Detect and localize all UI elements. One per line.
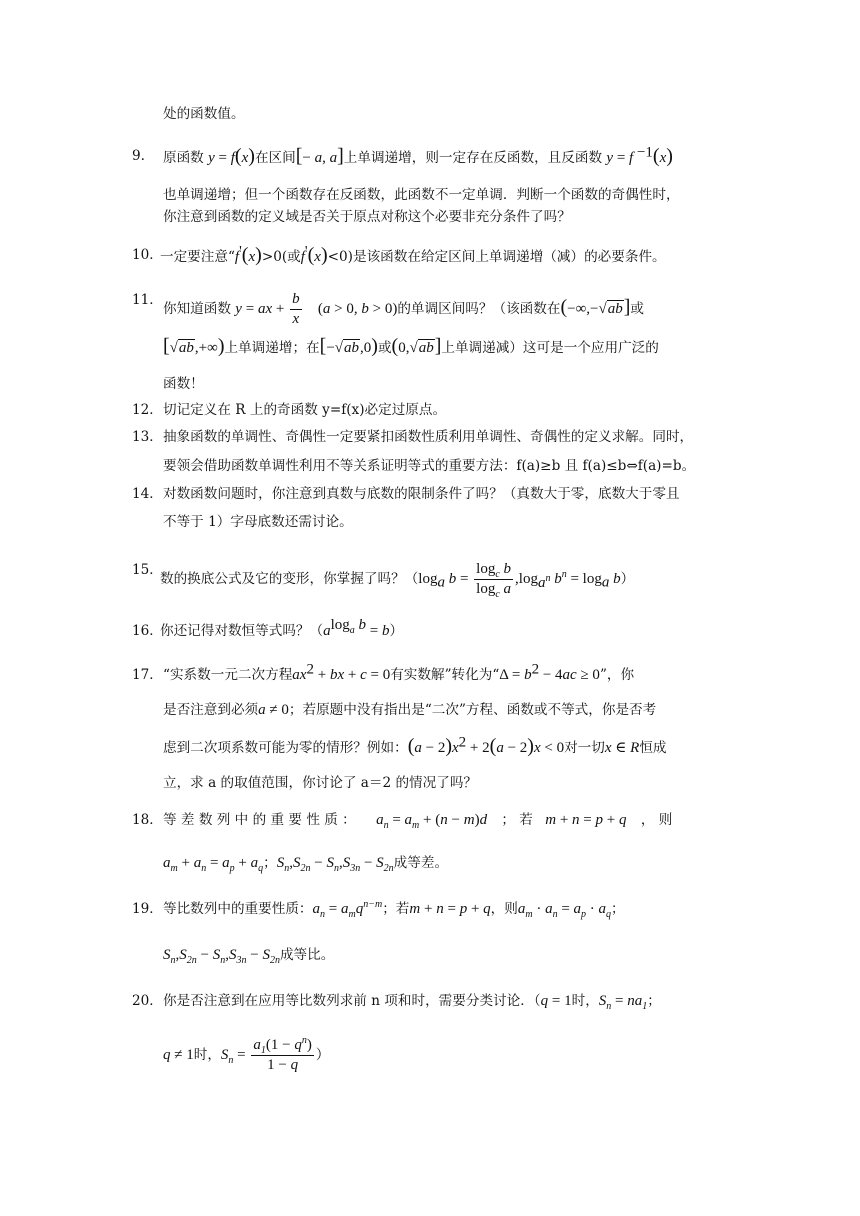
math-product-property: $a_m$ <box>517 901 533 920</box>
item-18-number: 18． <box>132 812 163 828</box>
text: ） <box>315 1047 330 1063</box>
item-12-number: 12． <box>132 402 163 418</box>
math-q-eq-1: q <box>540 993 549 1009</box>
math-change-of-base: log <box>418 571 438 587</box>
text: ； <box>611 901 625 917</box>
text: ”，你 <box>599 667 635 683</box>
item-11-line-2: [√ab,+∞)上单调递增；在[−√ab,0)或(0,√ab]上单调递减）这可是一个应用广泛的 <box>163 335 659 357</box>
text: ，则 <box>490 901 518 917</box>
text: 有实数解”转化为“ <box>390 667 500 683</box>
text: <0)是该函数在给定区间上单调递增（减）的必要条件。 <box>327 249 666 265</box>
text: 对数函数问题时，你注意到真数与底数的限制条件了吗？（真数大于零，底数大于零且 <box>163 486 680 502</box>
item-17-line-2: 是否注意到必须a ≠ 0；若原题中没有指出是“二次”方程、函数或不等式，你是否考 <box>163 702 657 718</box>
math-arithmetic-term: $a_n$ <box>376 812 389 831</box>
item-9-line-3: 你注意到函数的定义域是否关于原点对称这个必要非充分条件了吗？ <box>163 209 571 225</box>
math-m-plus-n: m <box>545 812 557 828</box>
math-q-neq-1: q <box>163 1047 171 1063</box>
math-interval: [ <box>295 145 303 167</box>
math-sum-property: $a_m$ <box>163 855 178 874</box>
item-18-line-2: $a_m + a_n = a_p + a_q$；$S_n,S_{2n} - S_n,S_{3n} - S_{2n}$成等差。 <box>163 855 449 874</box>
math-quadratic: ax <box>292 667 307 683</box>
math-partial-sums: $S_n$ <box>276 855 290 874</box>
text: ； 若 <box>501 812 533 828</box>
text: ） <box>620 571 635 587</box>
text: 的单调区间吗？（该函数在 <box>397 301 561 317</box>
document-page: 处的函数值。 9. 原函数 y = f(x)在区间[− a, a]上单调递增，则一定存在反函数，且反函数 y = f $^{-1}$(x) 也单调递增；但一个函数存在反函数，此函数不一定单调．判断一个函数的奇偶性时， 你注意到函数的定义域是否关于原点对称这个必要非充分条件了吗？ 10． 一定要注意“f'(x)>0(或f'(x)<0)是该函数在给定区间上单调递增（减）的必要条件。 11． 你知道函数 y = ax + $\frac{b}{x}$ (a > 0, b > 0)的单调区间吗？（该函数在(−∞,−√ab]或 [√ab,+∞)上单调递增；在[−√ab,0)或(0,√ab]上单调递减）这可是一个应用广泛的 函数！ 12． 切记定义在 R 上的奇函数 y=f(x)必定过原点。 13． 抽象函数的单调性、奇偶性一定要紧扣函数性质利用单调性、奇偶性的定义求解。同时， 要领会借助函数单调性利用不等关系证明等式的重要方法：f(a)≥b 且 f(a)≤b⇔f(a)=b。 14． 对数函数问题时，你注意到真数与底数的限制条件了吗？（真数大于零，底数大于零且 不等于 1）字母底数还需讨论。 15． 数的换底公式及它的变形，你掌握了吗？（$\log_a$ b = $\frac{\log_c b}{\log_c a}$ $,\log_{a^n}$ $b^n = \log_a b$） 16． 你还记得对数恒等式吗？$(a^{log_a b} = b)$ 17． “实系数一元二次方程$ax^2$ + bx + c = 0有实数解”转化为“$\Delta = b^2 - 4ac \ge 0$”，你 是否注意到必须a ≠ 0；若原题中没有指出是“二次”方程、函数或不等式，你是否考 虑到二次项系数可能为零的情形？例如：$(a - 2)x^2 + 2(a - 2)x < 0$对一切x ∈ R恒成 立，求 a 的取值范围，你讨论了 a＝2 的情况了吗？ 18． 等 差 数 列 中 的 重 要 性 质 ： $a_n = a_m + (n - m)d$ ； 若 m + n = p + q ， 则 $a_m + a_n = a_p + a_q$；$S_n,S_{2n} - S_n,S_{3n} - S_{2n}$成等差。 19． 等比数列中的重要性质：$a_n = a_mq^{n-m}$；若m + n = p + q，则$a_m \cdot a_n = a_p \cdot a_q$； $S_n,S_{2n} - S_n,S_{3n} - S_{2n}$成等比。 20． 你是否注意到在应用等比数列求前 n 项和时，需要分类讨论．（q = 1时，$S_n = na_1$； q ≠ 1时，$S_n$ = $\frac{a_1(1 - q^n)}{1 - q}$ ） <box>132 106 696 1073</box>
text: 数的换底公式及它的变形，你掌握了吗？（ <box>160 571 419 587</box>
math-y-ax-b-over-x: y <box>235 301 242 317</box>
text: 对一切 <box>564 740 605 756</box>
text: 时， <box>571 993 599 1009</box>
item-9-line-2: 也单调递增；但一个函数存在反函数，此函数不一定单调．判断一个函数的奇偶性时， <box>163 187 680 203</box>
item-20-number: 20． <box>132 993 163 1009</box>
math-x-in-R: x <box>604 740 612 756</box>
item-10-number: 10． <box>132 247 163 263</box>
math-sn-eq-na1: $S_n$ <box>598 993 612 1012</box>
math-log-identity: a <box>323 623 331 639</box>
math-m-plus-n: m <box>409 901 421 917</box>
text: 在区间 <box>254 150 296 166</box>
text: 你还记得对数恒等式吗？（ <box>160 623 324 639</box>
text: ） <box>389 623 404 639</box>
text: 等比数列中的重要性质： <box>163 901 313 917</box>
math-condition: ( <box>317 301 323 317</box>
item-16-number: 16． <box>132 623 163 639</box>
math-geometric-sum: $S_n$ <box>220 1047 234 1066</box>
text: 上单调递减）这可是一个应用广泛的 <box>441 340 659 356</box>
text: ； <box>263 855 277 871</box>
text: 上单调递增；在 <box>224 340 320 356</box>
math-inverse-function: y <box>606 150 614 166</box>
math-interval: [ <box>319 335 327 357</box>
text: ； <box>647 993 661 1009</box>
item-8-continuation: 处的函数值。 <box>163 106 245 122</box>
item-17-line-3: 虑到二次项系数可能为零的情形？例如：$(a - 2)x^2 + 2(a - 2)x < 0$对一切x ∈ R恒成 <box>163 734 667 757</box>
math-interval: ( <box>560 296 568 318</box>
text: ；若原题中没有指出是“二次”方程、函数或不等式，你是否考 <box>288 702 657 718</box>
math-geometric-term: $a_n$ <box>312 901 326 920</box>
math-interval: [ <box>163 335 170 357</box>
item-15-number: 15． <box>132 562 163 578</box>
text: >0(或 <box>261 249 301 265</box>
text: “实系数一元二次方程 <box>163 667 293 683</box>
math-a-neq-0: a <box>258 702 266 718</box>
item-13-number: 13． <box>132 429 163 445</box>
item-13-line-2: 要领会借助函数单调性利用不等关系证明等式的重要方法：f(a)≥b 且 f(a)≤b⇔f(a)=b。 <box>163 458 696 474</box>
item-17-line-4: 立，求 a 的取值范围，你讨论了 a＝2 的情况了吗？ <box>163 775 478 791</box>
math-partial-sums: $S_n$ <box>163 947 176 966</box>
math-example-inequality: ( <box>407 735 415 757</box>
text: ， 则 <box>640 812 673 828</box>
text: 你知道函数 <box>163 301 231 317</box>
item-14-line-2: 不等于 1）字母底数还需讨论。 <box>163 514 353 530</box>
text: ；若 <box>382 901 410 917</box>
item-9-number: 9. <box>132 148 145 164</box>
item-19-number: 19． <box>132 901 163 917</box>
text: 原函数 <box>163 150 204 166</box>
text: 切记定义在 R 上的奇函数 y=f(x)必定过原点。 <box>163 402 447 418</box>
text: 抽象函数的单调性、奇偶性一定要紧扣函数性质利用单调性、奇偶性的定义求解。同时， <box>163 429 694 445</box>
text: 虑到二次项系数可能为零的情形？例如： <box>163 740 408 756</box>
item-17-number: 17． <box>132 667 163 683</box>
text: 一定要注意“ <box>160 249 235 265</box>
text: 时， <box>193 1047 221 1063</box>
text: 是否注意到必须 <box>163 702 259 718</box>
item-20-line-2: q ≠ 1时，$S_n$ = $\frac{a_1(1 - q^n)}{1 - q}$ ） <box>163 1035 330 1073</box>
text: 成等比。 <box>279 947 335 963</box>
math-interval: ( <box>391 335 399 357</box>
math-f-prime: f <box>300 249 305 265</box>
text: 或 <box>377 340 392 356</box>
text: 上单调递增，则一定存在反函数，且反函数 <box>343 150 603 166</box>
text: 你是否注意到在应用等比数列求前 n 项和时，需要分类讨论．（ <box>163 993 541 1009</box>
math-y-eq-fx: y <box>208 150 215 166</box>
math-discriminant: Δ = <box>499 667 525 683</box>
item-14-number: 14． <box>132 486 163 502</box>
item-11-number: 11． <box>132 292 163 308</box>
text: 恒成 <box>639 740 667 756</box>
text: 成等差。 <box>393 855 449 871</box>
text: 或 <box>630 301 645 317</box>
item-19-line-2: $S_n,S_{2n} - S_n,S_{3n} - S_{2n}$成等比。 <box>163 947 335 966</box>
text: 等 差 数 列 中 的 重 要 性 质 ： <box>163 812 356 828</box>
item-11-line-3: 函数！ <box>163 376 204 392</box>
math-f-prime: f <box>234 249 240 265</box>
